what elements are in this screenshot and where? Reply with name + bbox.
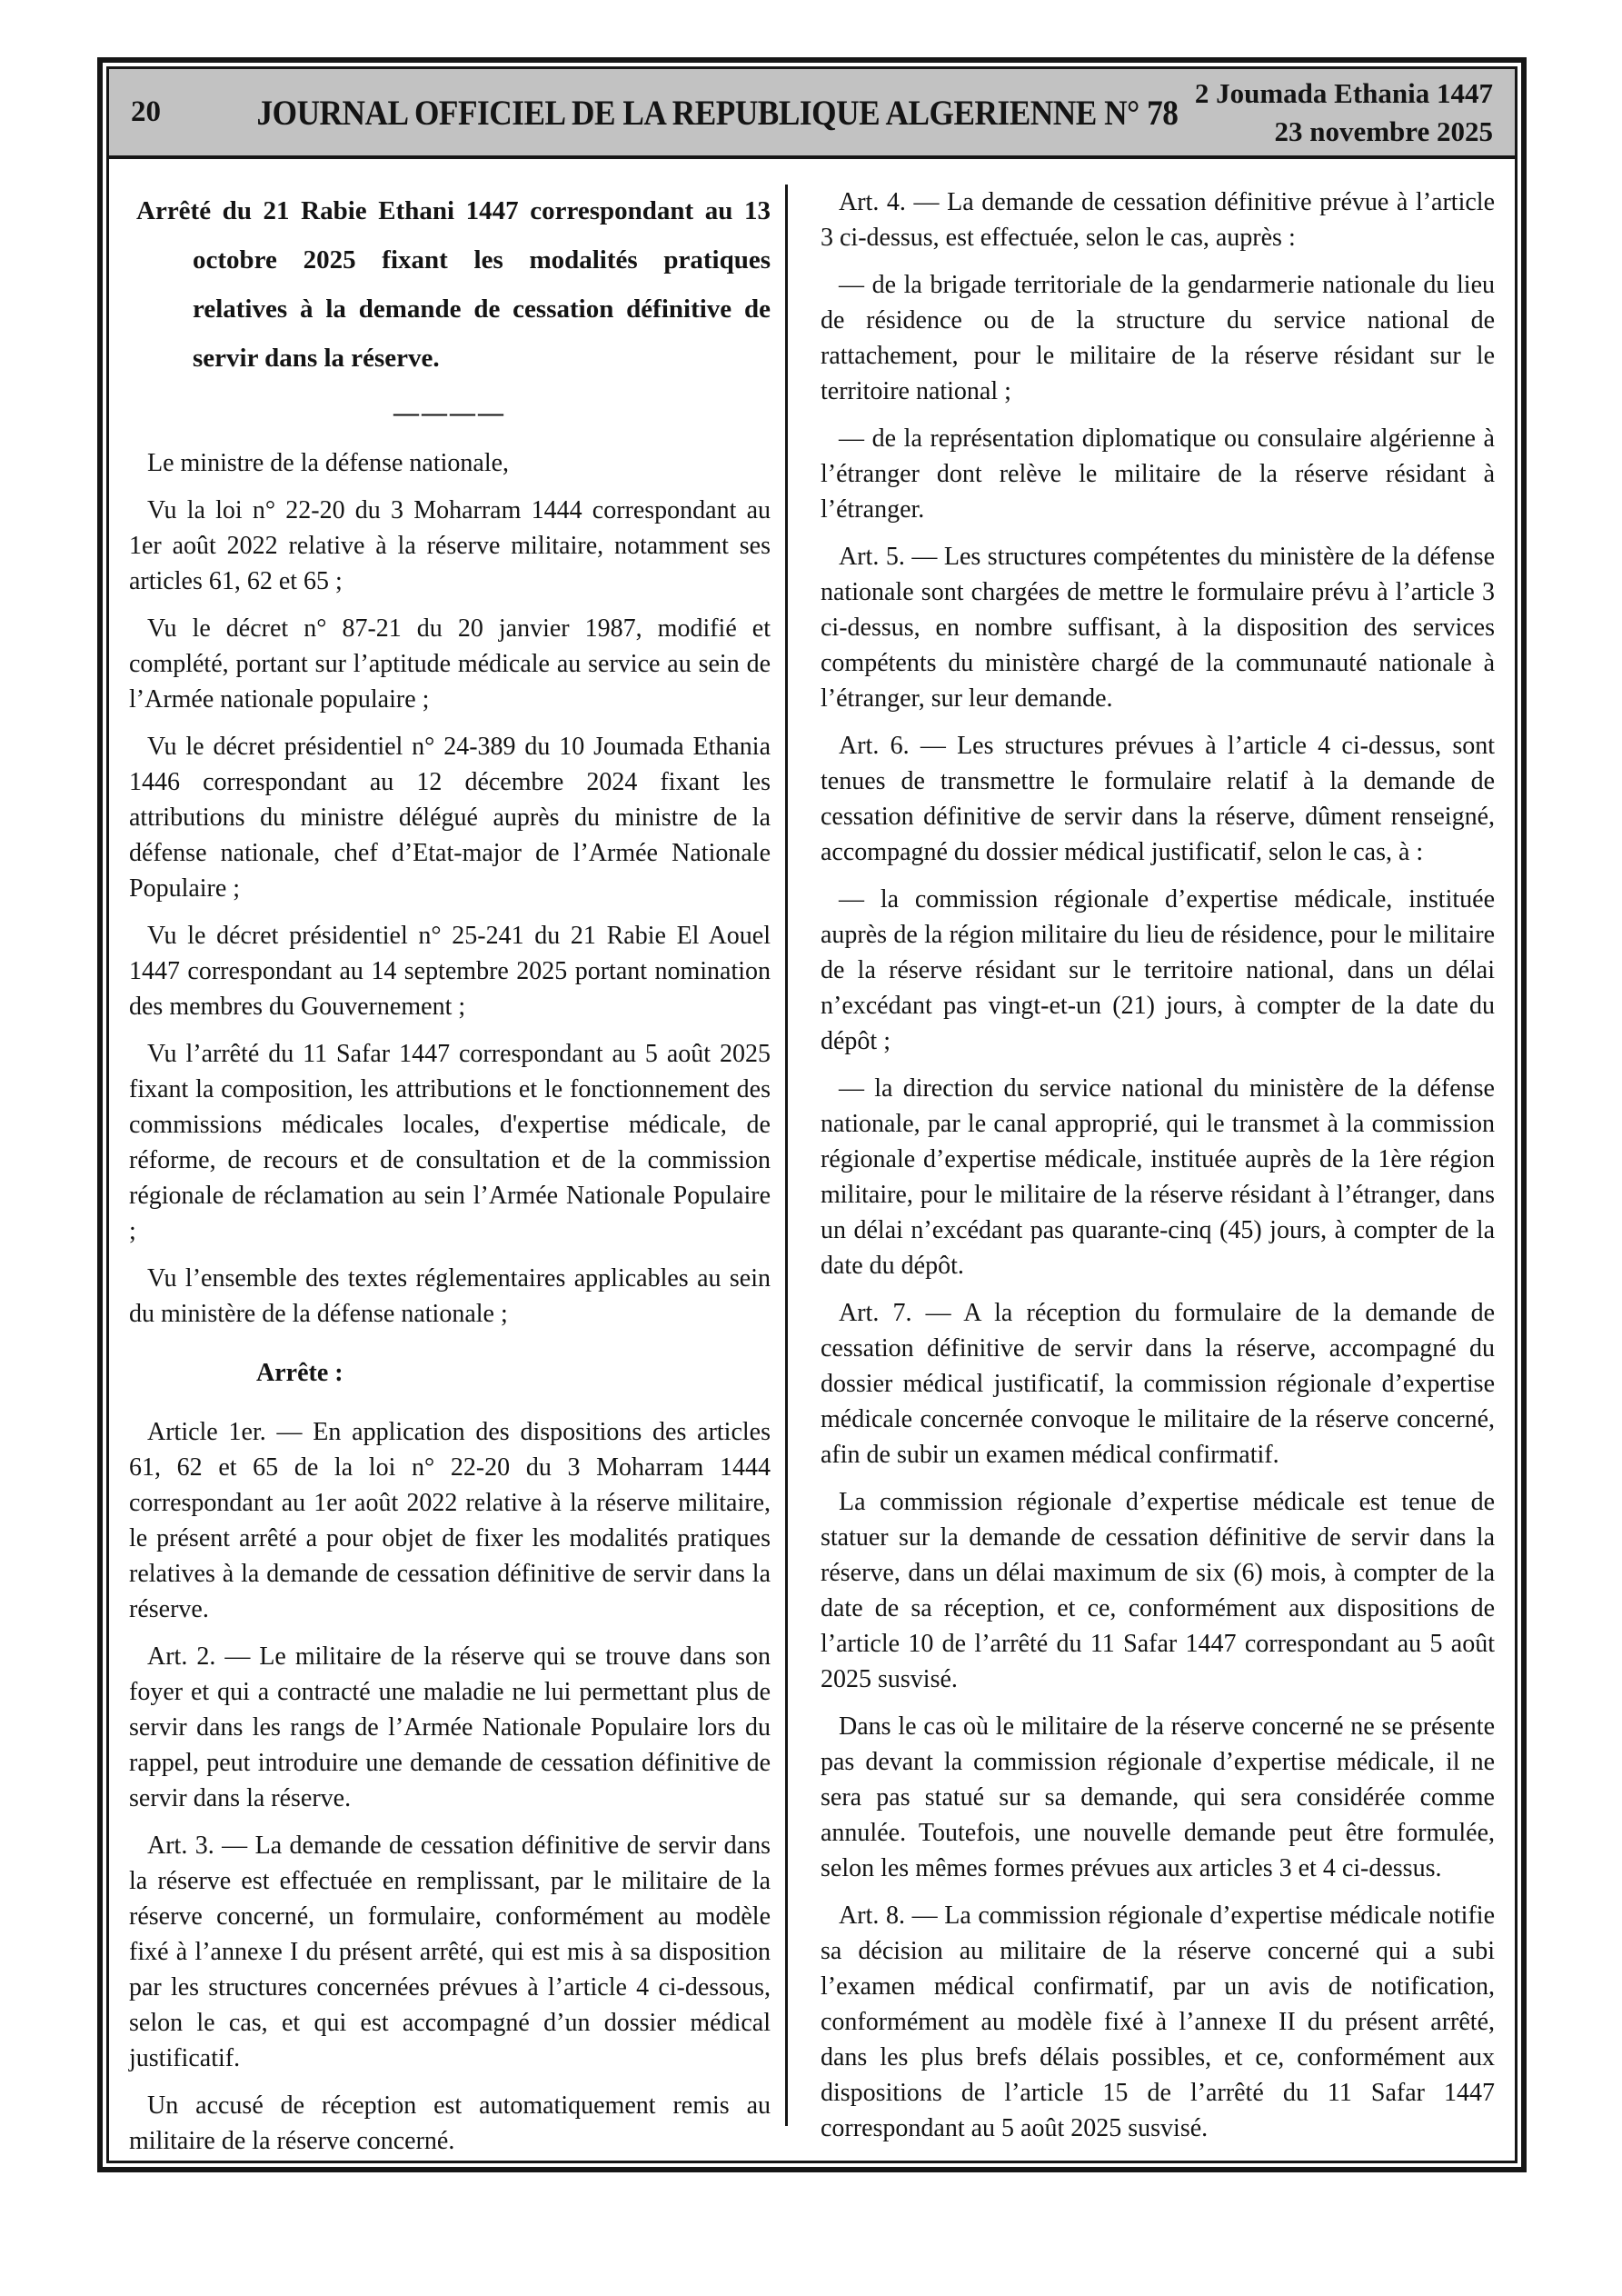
date-hijri: 2 Joumada Ethania 1447 [1194, 76, 1493, 109]
date-gregorian: 23 novembre 2025 [1274, 115, 1493, 147]
paragraph: Vu l’ensemble des textes réglementaires applicables au sein du ministère de la défense nationale ; [129, 1264, 771, 1328]
decree-enacting-label: Arrête : [256, 1359, 343, 1387]
article-paragraph: Art. 4. — La demande de cessation définitive prévue à l’article 3 ci-dessus, est effectuée, selon le cas, auprès : [821, 188, 1495, 252]
paragraph: — la commission régionale d’expertise médicale, instituée auprès de la région militaire du lieu de résidence, pour le militaire de la réserve résidant sur le territoire national, dans un délai n’excédant pas vingt-et-un (21) jours, à compter de la date du dépôt ; [821, 885, 1495, 1055]
page-frame-outer [97, 57, 1527, 2172]
paragraph: La commission régionale d’expertise médicale est tenue de statuer sur la demande de cessation définitive de servir dans la réserve, dans un délai maximum de six (6) mois, à compter de la date de sa réception, et ce, conformément aux dispositions de l’article 10 de l’arrêté du 11 Safar 1447 correspondant au 5 août 2025 susvisé. [821, 1488, 1495, 1693]
paragraph: Le ministre de la défense nationale, [147, 449, 510, 477]
article-paragraph: Article 1er. — En application des dispositions des articles 61, 62 et 65 de la loi n° 22-20 du 3 Moharram 1444 correspondant au 1er août 2022 relative à la réserve militaire, le présent arrêté a pour objet de fixer les modalités pratiques relatives à la demande de cessation définitive de servir dans la réserve. [129, 1418, 771, 1623]
article-paragraph: Art. 6. — Les structures prévues à l’article 4 ci-dessus, sont tenues de transmettre le formulaire relatif à la demande de cessation définitive de servir dans la réserve, dûment renseigné, accompagné du dossier médical justificatif, selon le cas, à : [821, 732, 1495, 866]
issue-dates [1195, 75, 1493, 151]
article-paragraph: Art. 8. — La commission régionale d’expertise médicale notifie sa décision au militaire de la réserve concerné qui a subi l’examen médical confirmatif, par un avis de notification, conformément au modèle fixé à l’annexe II du présent arrêté, dans les plus brefs délais possibles, et ce, conformément aux dispositions de l’article 15 de l’arrêté du 11 Safar 1447 correspondant au 5 août 2025 susvisé. [821, 1902, 1495, 2142]
paragraph: Vu le décret n° 87-21 du 20 janvier 1987, modifié et complété, portant sur l’aptitude médicale au service au sein de l’Armée nationale populaire ; [129, 614, 771, 714]
article-paragraph: Art. 7. — A la réception du formulaire de la demande de cessation définitive de servir dans la réserve, accompagné du dossier médical justificatif, la commission régionale d’expertise médicale concernée convoque le militaire de la réserve concerné, afin de subir un examen médical confirmatif. [821, 1299, 1495, 1469]
paragraph: — de la représentation diplomatique ou consulaire algérienne à l’étranger dont relève le militaire de la réserve résidant à l’étranger. [821, 424, 1495, 524]
paragraph: Vu le décret présidentiel n° 25-241 du 21 Rabie El Aouel 1447 correspondant au 14 septembre 2025 portant nomination des membres du Gouvernement ; [129, 922, 771, 1021]
journal-title: JOURNAL OFFICIEL DE LA REPUBLIQUE ALGERIENNE N° 78 [256, 92, 1179, 133]
page-number: 20 [131, 95, 161, 128]
masthead [109, 69, 1515, 159]
paragraph: Vu la loi n° 22-20 du 3 Moharram 1444 correspondant au 1er août 2022 relative à la réserve militaire, notamment ses articles 61, 62 et 65 ; [129, 496, 771, 595]
article-paragraph: Art. 2. — Le militaire de la réserve qui se trouve dans son foyer et qui a contracté une maladie ne lui permettant plus de servir dans les rangs de l’Armée Nationale Populaire lors du rappel, peut introduire une demande de cessation définitive de servir dans la réserve. [129, 1642, 771, 1812]
paragraph: Dans le cas où le militaire de la réserve concerné ne se présente pas devant la commission régionale d’expertise médicale, il ne sera pas statué sur sa demande, qui sera considérée comme annulée. Toutefois, une nouvelle demande peut être formulée, selon les mêmes formes prévues aux articles 3 et 4 ci-dessus. [821, 1712, 1495, 1882]
paragraph: Vu l’arrêté du 11 Safar 1447 correspondant au 5 août 2025 fixant la composition, les attributions et le fonctionnement des commissions médicales locales, d'expertise médicale, de réforme, de recours et de consultation et de la commission régionale de réclamation au sein l’Armée Nationale Populaire ; [129, 1040, 771, 1245]
paragraph: — la direction du service national du ministère de la défense nationale, par le canal approprié, qui le transmet à la commission régionale d’expertise médicale, instituée auprès de la 1ère région militaire, pour le militaire de la réserve résidant à l’étranger, dans un délai n’excédant pas quarante-cinq (45) jours, à compter de la date du dépôt. [821, 1074, 1495, 1280]
decree-title: Arrêté du 21 Rabie Ethani 1447 correspondant au 13 octobre 2025 fixant les modalités pratiques relatives à la demande de cessation définitive de servir dans la réserve. [136, 196, 771, 373]
page-content [109, 159, 1515, 2161]
article-paragraph: Art. 5. — Les structures compétentes du ministère de la défense nationale sont chargées de mettre le formulaire prévu à l’article 3 ci-dessus, en nombre suffisant, à la disposition des services compétents du ministère chargé de la communauté nationale à l’étranger, sur leur demande. [821, 543, 1495, 713]
left-column [129, 185, 785, 2161]
dash-separator: ———— [393, 399, 506, 427]
paragraph: Vu le décret présidentiel n° 24-389 du 10 Joumada Ethania 1446 correspondant au 12 décembre 2024 fixant les attributions du ministre délégué auprès du ministre de la défense nationale, chef d’Etat-major de l’Armée Nationale Populaire ; [129, 733, 771, 903]
article-paragraph: Art. 3. — La demande de cessation définitive de servir dans la réserve est effectuée en remplissant, par le militaire de la réserve concerné, un formulaire, conformément au modèle fixé à l’annexe I du présent arrêté, qui est mis à sa disposition par les structures concernées prévues à l’article 4 ci-dessous, selon le cas, et qui est accompagné d’un dossier médical justificatif. [129, 1832, 771, 2072]
page-frame-inner [106, 66, 1518, 2163]
right-column [788, 185, 1497, 2161]
paragraph: — de la brigade territoriale de la gendarmerie nationale du lieu de résidence ou de la structure du service national de rattachement, pour le militaire de la réserve résidant sur le territoire national ; [821, 271, 1495, 405]
article-paragraph: Un accusé de réception est automatiquement remis au militaire de la réserve concerné. [129, 2091, 771, 2155]
